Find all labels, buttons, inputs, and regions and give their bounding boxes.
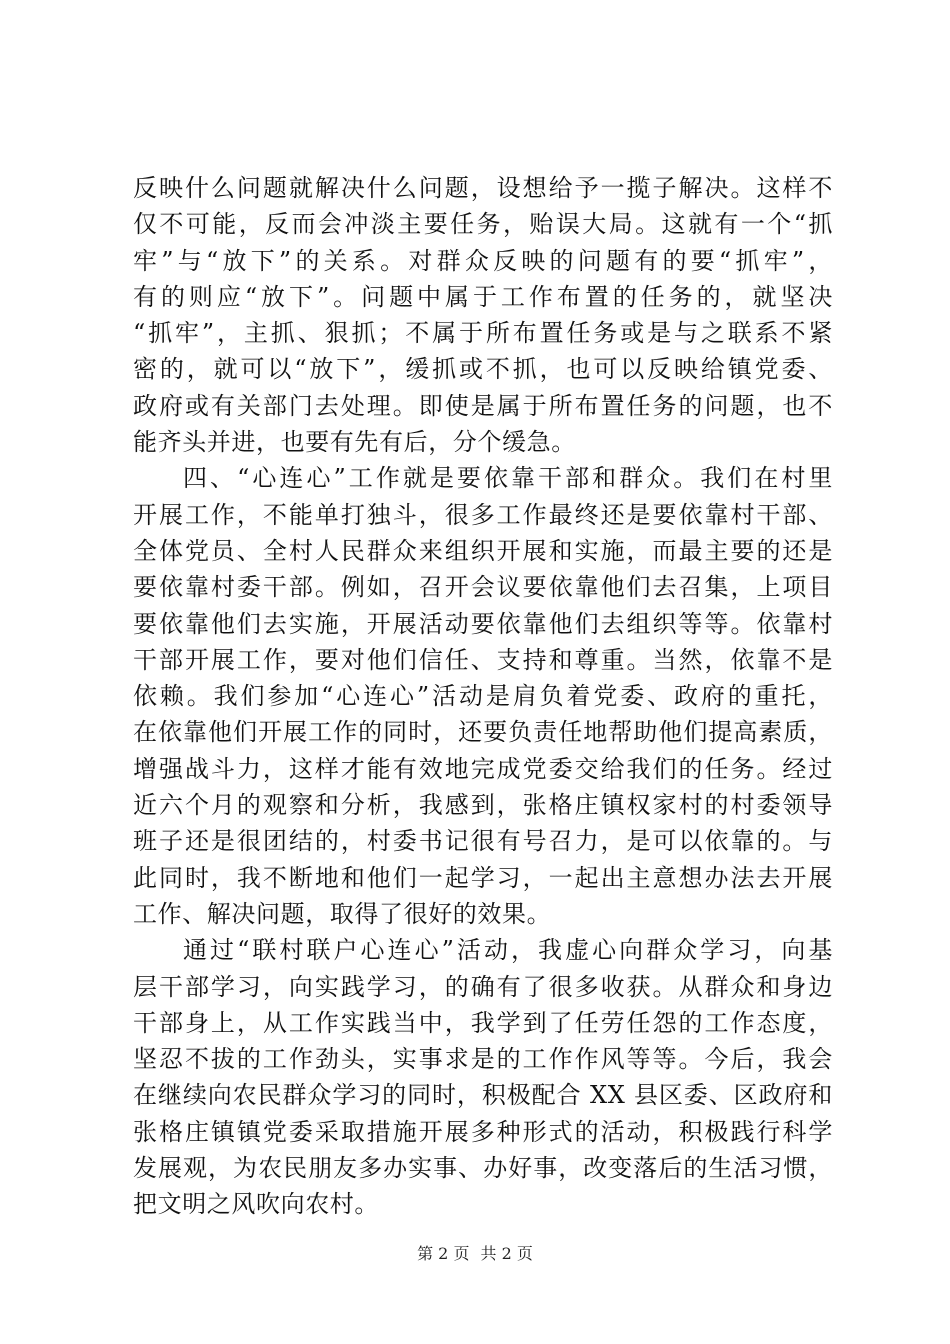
text-line: 张格庄镇镇党委采取措施开展多种形式的活动，积极践行科学 [133,1117,833,1146]
page-number: 第 2 页 [417,1244,470,1263]
text-line: 要依靠村委干部。例如，召开会议要依靠他们去召集，上项目 [133,573,833,602]
text-line: 在依靠他们开展工作的同时，还要负责任地帮助他们提高素质， [133,718,833,747]
text-line: 开展工作，不能单打独斗，很多工作最终还是要依靠村干部、 [133,500,833,529]
page-total: 共 2 页 [480,1244,533,1263]
text-line: 要依靠他们去实施，开展活动要依靠他们去组织等等。依靠村 [133,609,833,638]
text-line: 此同时，我不断地和他们一起学习，一起出主意想办法去开展 [133,863,833,892]
text-line: 坚忍不拔的工作劲头，实事求是的工作作风等等。今后，我会 [133,1045,833,1074]
text-line: 政府或有关部门去处理。即使是属于所布置任务的问题，也不 [133,391,833,420]
page-footer [0,1244,950,1264]
text-line: 依赖。我们参加“心连心”活动是肩负着党委、政府的重托， [133,682,833,711]
text-line: 反映什么问题就解决什么问题，设想给予一揽子解决。这样不 [133,174,833,202]
text-line: 通过“联村联户心连心”活动，我虚心向群众学习，向基 [183,936,833,965]
text-line: 把文明之风吹向农村。 [133,1190,379,1219]
text-line: “抓牢”，主抓、狠抓；不属于所布置任务或是与之联系不紧 [133,319,833,348]
text-line: 发展观，为农民朋友多办实事、办好事，改变落后的生活习惯， [133,1154,833,1183]
text-line: 密的，就可以“放下”，缓抓或不抓，也可以反映给镇党委、 [133,355,833,384]
text-line: 能齐头并进，也要有先有后，分个缓急。 [133,428,576,457]
text-line: 有的则应“放下”。问题中属于工作布置的任务的，就坚决 [133,282,833,311]
text-line: 仅不可能，反而会冲淡主要任务，贻误大局。这就有一个“抓 [133,210,833,239]
text-line: 全体党员、全村人民群众来组织开展和实施，而最主要的还是 [133,536,833,565]
text-line: 层干部学习，向实践学习，的确有了很多收获。从群众和身边 [133,972,833,1001]
text-line: 班子还是很团结的，村委书记很有号召力，是可以依靠的。与 [133,827,833,856]
text-line: 增强战斗力，这样才能有效地完成党委交给我们的任务。经过 [133,754,833,783]
text-line: 牢”与“放下”的关系。对群众反映的问题有的要“抓牢”， [133,246,833,275]
text-line: 工作、解决问题，取得了很好的效果。 [133,899,552,928]
text-line: 干部身上，从工作实践当中，我学到了任劳任怨的工作态度， [133,1008,833,1037]
text-line: 在继续向农民群众学习的同时，积极配合 XX 县区委、区政府和 [133,1081,833,1110]
text-line: 四、“心连心”工作就是要依靠干部和群众。我们在村里 [183,464,833,493]
text-line: 近六个月的观察和分析，我感到，张格庄镇权家村的村委领导 [133,791,833,820]
text-line: 干部开展工作，要对他们信任、支持和尊重。当然，依靠不是 [133,645,833,674]
document-body [133,170,833,1223]
